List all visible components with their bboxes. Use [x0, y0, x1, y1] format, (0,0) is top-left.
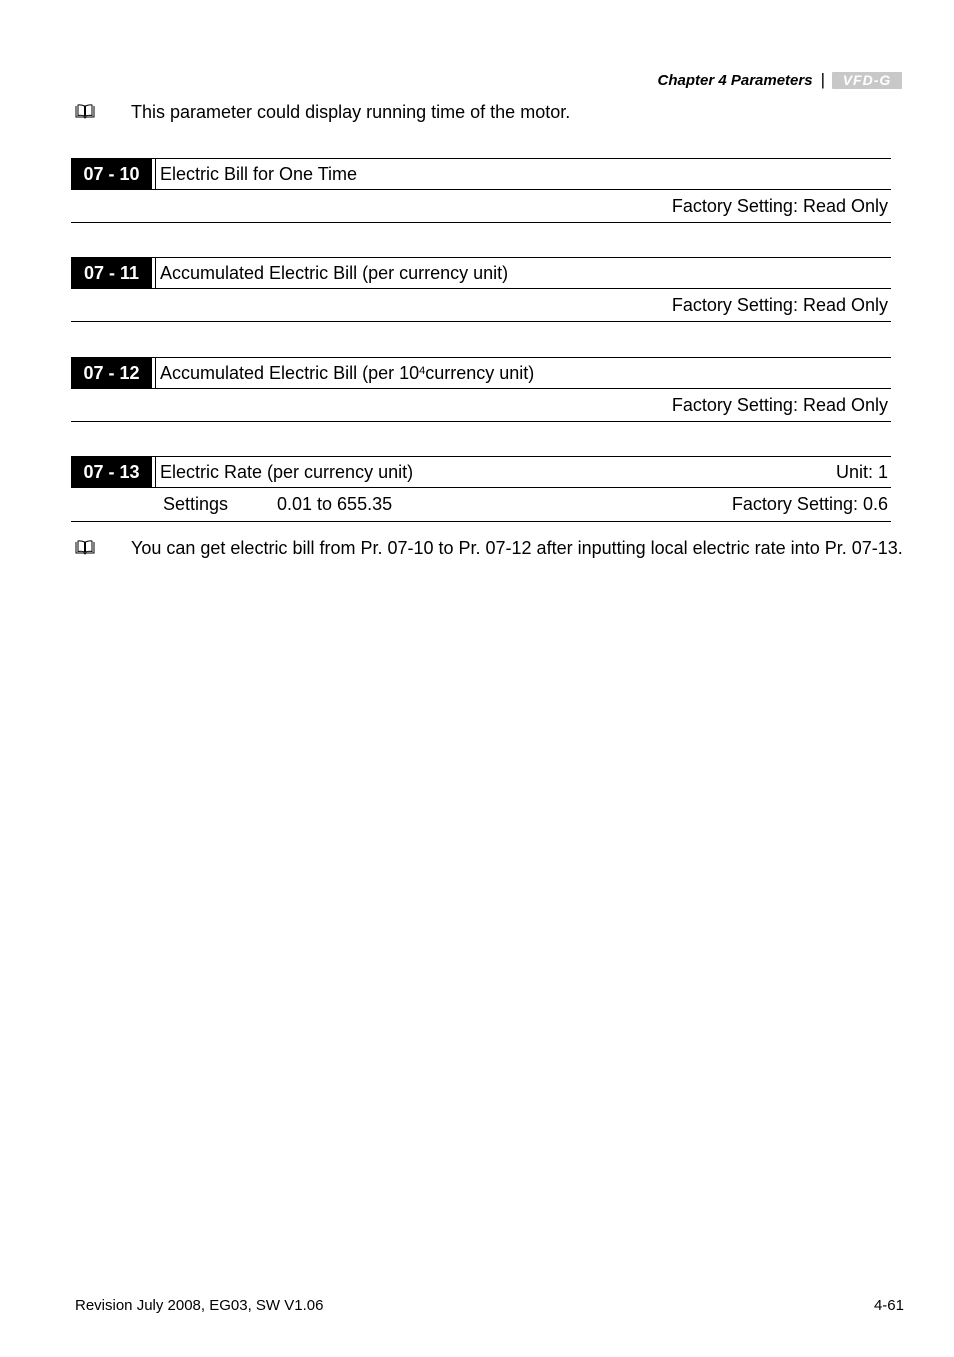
chapter-title: Chapter 4 Parameters — [657, 71, 813, 89]
book-icon — [75, 540, 95, 555]
settings-range: 0.01 to 655.35 — [277, 494, 393, 514]
param-id: 07 - 11 — [71, 258, 155, 288]
settings-label: Settings — [163, 494, 229, 514]
param-header — [71, 456, 891, 488]
header-separator: | — [820, 70, 825, 89]
page-footer — [75, 1297, 904, 1314]
param-07-10 — [71, 158, 891, 223]
param-title: Electric Rate (per currency unit) — [155, 457, 836, 487]
param-header — [71, 257, 891, 289]
factory-setting: Factory Setting: Read Only — [671, 394, 888, 415]
param-settings-row — [71, 488, 891, 522]
param-header — [71, 158, 891, 190]
param-07-11 — [71, 257, 891, 322]
param-header — [71, 357, 891, 389]
factory-setting: Factory Setting: 0.6 — [731, 494, 888, 514]
param-title: Accumulated Electric Bill (per currency unit) — [155, 258, 891, 288]
param-title: Accumulated Electric Bill (per 10 $^4$ currency unit) — [155, 358, 891, 388]
page-header — [658, 69, 903, 91]
revision-info: Revision July 2008, EG03, SW V1.06 — [75, 1297, 324, 1314]
note-text: You can get electric bill from Pr. 07-10 to Pr. 07-12 after inputting local electric rate into Pr. 07-13. — [131, 538, 903, 558]
vfd-g-logo — [832, 72, 902, 89]
param-title: Electric Bill for One Time — [155, 159, 891, 189]
param-title-suffix: currency unit) — [425, 362, 535, 383]
param-07-12 — [71, 357, 891, 422]
param-id: 07 - 13 — [71, 457, 155, 487]
note-electric-bill — [75, 530, 905, 566]
note-running-time — [75, 94, 905, 130]
param-factory-row — [71, 389, 891, 422]
factory-setting: Factory Setting: Read Only — [671, 294, 888, 315]
page-number: 4-61 — [873, 1297, 904, 1314]
book-icon — [75, 104, 95, 119]
param-factory-row — [71, 289, 891, 322]
param-id: 07 - 12 — [71, 358, 155, 388]
factory-setting: Factory Setting: Read Only — [671, 195, 888, 216]
param-factory-row — [71, 190, 891, 223]
param-unit: Unit: 1 — [835, 461, 888, 482]
logo-text: VFD-G — [842, 72, 892, 88]
note-text: This parameter could display running time of the motor. — [131, 102, 571, 122]
param-07-13 — [71, 456, 891, 522]
param-id: 07 - 10 — [71, 159, 155, 189]
param-title-prefix: Accumulated Electric Bill (per 10 — [160, 362, 420, 383]
